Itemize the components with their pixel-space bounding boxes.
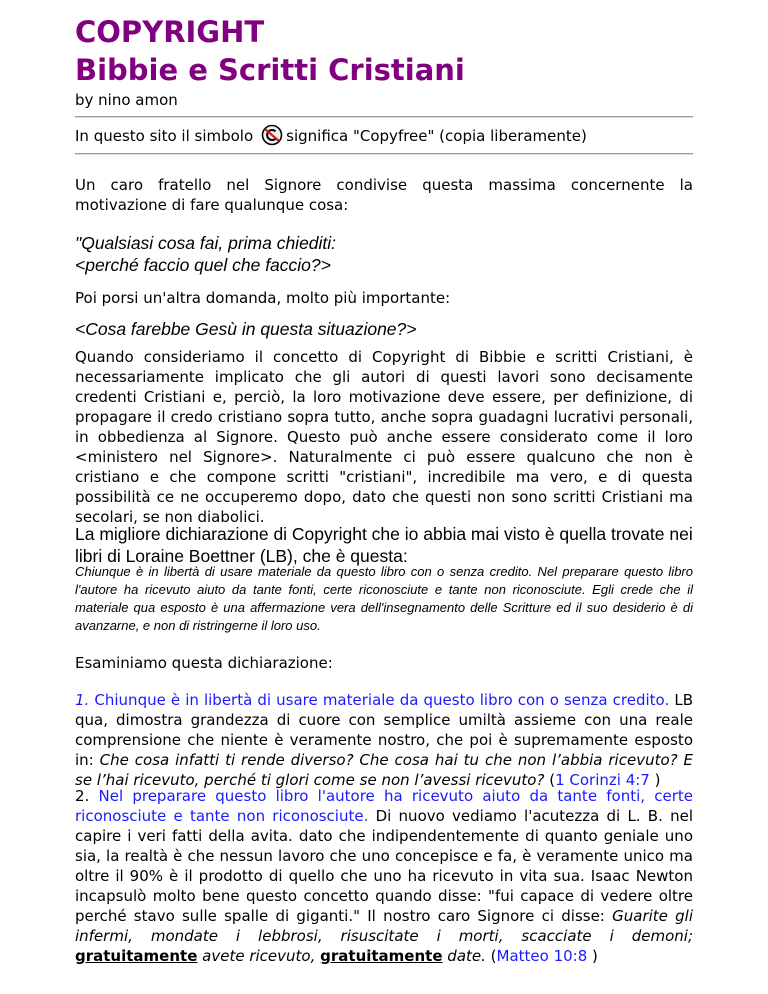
point-2-emphasis-2: gratuitamente xyxy=(320,947,443,965)
copyfree-note-before: In questo sito il simbolo xyxy=(75,127,254,145)
copyfree-icon xyxy=(261,124,283,146)
point-2-verse-b: avete ricevuto, xyxy=(202,947,316,965)
point-2-quote: Nel preparare questo libro l'autore ha ricevuto aiuto da tante fonti, certe riconosciute e tante non riconosciute. xyxy=(75,787,693,825)
point-1-number: 1. xyxy=(75,691,90,709)
point-1-verse: Che cosa infatti ti rende diverso? Che cosa hai tu che non l’abbia ricevuto? E se l’hai ricevuto, perché ti glori come se non l’avessi ricevuto? xyxy=(75,751,693,789)
point-1: 1. Chiunque è in libertà di usare materiale da questo libro con o senza credito. LB qua, dimostra grandezza di cuore con semplice umiltà assieme con una reale comprensione che niente è veramente nostro, che poi è supremamente esposto in: Che cosa infatti ti rende diverso? Che cosa hai tu che non l’abbia ricevuto? E se l’hai ricevuto, perché ti glori come se non l’avessi ricevuto? (1 Corinzi 4:7 ) xyxy=(75,691,693,789)
point-2-reference-link[interactable]: Matteo 10:8 xyxy=(496,947,588,965)
point-2-verse-a: Guarite gli infermi, mondate i lebbrosi, risuscitate i morti, scacciate i demoni; xyxy=(75,907,693,945)
point-2-verse-c: date. xyxy=(447,947,486,965)
divider-bottom xyxy=(75,153,693,155)
divider-top xyxy=(75,116,693,118)
point-2-emphasis-1: gratuitamente xyxy=(75,947,198,965)
copyfree-note-after: significa "Copyfree" (copia liberamente) xyxy=(286,127,587,145)
copyright-declaration: Chiunque è in libertà di usare materiale da questo libro con o senza credito. Nel preparare questo libro l'autore ha ricevuto aiuto da tante fonti, certe riconosciute e tante non riconosciute. Egli crede che il materiale qua esposto è una affermazione vera dell'insegnamento delle Scritture ed il suo desiderio è di avanzarne, e non di ristringerne il loro uso. xyxy=(75,564,693,633)
maxim-quote xyxy=(75,232,693,276)
maxim-line-1: "Qualsiasi cosa fai, prima chiediti: xyxy=(75,233,337,253)
copyfree-note xyxy=(75,124,693,147)
point-2-number: 2. xyxy=(75,787,90,805)
jesus-question: <Cosa farebbe Gesù in questa situazione?> xyxy=(75,319,417,339)
point-2: 2. Nel preparare questo libro l'autore ha ricevuto aiuto da tante fonti, certe riconosciute e tante non riconosciute. Di nuovo vediamo l'acutezza di L. B. nel capire i veri fatti della avita. dato che indipendentemente di quanto geniale uno sia, la realtà è che nessun lavoro che uno concepisce e fa, è veramente unico ma oltre il 90% è il prodotto di quello che uno ha ricevuto in vita sua. Isaac Newton incapsulò molto bene questo concetto quando disse: "fui capace di vedere oltre perché stavo sulle spalle di giganti." Il nostro caro Signore ci disse: Guarite gli infermi, mondate i lebbrosi, risuscitate i morti, scacciate i demoni; gratuitamente avete ricevuto, gratuitamente date. (Matteo 10:8 ) xyxy=(75,787,693,965)
point-1-text: LB qua, dimostra grandezza di cuore con semplice umiltà assieme con una reale comprensione che niente è veramente nostro, che poi è supremamente esposto in: xyxy=(75,691,693,769)
examine-heading: Esaminiamo questa dichiarazione: xyxy=(75,654,333,672)
page-title: COPYRIGHT xyxy=(75,15,265,49)
main-paragraph: Quando consideriamo il concetto di Copyright di Bibbie e scritti Cristiani, è necessariamente implicato che gli autori di questi lavori sono decisamente credenti Cristiani e, perciò, la loro motivazione deve essere, per definizione, di propagare il credo cristiano sopra tutto, anche sopra guadagni lucrativi personali, in obbedienza al Signore. Questo può anche essere considerato come il loro <ministero nel Signore>. Naturalmente ci può essere qualcuno che non è cristiano e che compone scritti "cristiani", incredibile ma vero, e di questa possibilità ce ne occuperemo dopo, dato che questi non sono scritti Cristiani ma secolari, se non diabolici. xyxy=(75,348,693,526)
point-2-text: Di nuovo vediamo l'acutezza di L. B. nel capire i veri fatti della avita. dato che indipendentemente di quanto geniale uno sia, la realtà è che nessun lavoro che uno concepisce e fa, è veramente unico ma oltre il 90% è il prodotto di quello che uno ha ricevuto in vita sua. Isaac Newton incapsulò molto bene questo concetto quando disse: "fui capace di vedere oltre perché stavo sulle spalle di giganti." Il nostro caro Signore ci disse: xyxy=(75,807,693,925)
byline: by nino amon xyxy=(75,91,178,109)
point-1-reference-link[interactable]: 1 Corinzi 4:7 xyxy=(555,771,650,789)
intro-paragraph: Un caro fratello nel Signore condivise questa massima concernente la motivazione di fare qualunque cosa: xyxy=(75,176,693,214)
page-subtitle: Bibbie e Scritti Cristiani xyxy=(75,53,465,87)
maxim-line-2: <perché faccio quel che faccio?> xyxy=(75,255,331,275)
point-1-quote: Chiunque è in libertà di usare materiale da questo libro con o senza credito. xyxy=(94,691,670,709)
declaration-intro: La migliore dichiarazione di Copyright che io abbia mai visto è quella trovate nei libri di Loraine Boettner (LB), che è questa: xyxy=(75,524,693,566)
second-question-intro: Poi porsi un'altra domanda, molto più importante: xyxy=(75,289,451,307)
